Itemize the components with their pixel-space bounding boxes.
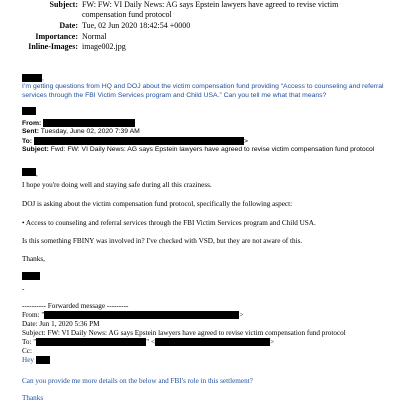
subject-value-line2: compensation fund protocol: [82, 10, 172, 19]
importance-label: Importance:: [35, 32, 78, 41]
importance-value: Normal: [82, 32, 107, 41]
fwd1-subject-row: [22, 146, 374, 154]
fwd1-sent-value: Tuesday, June 02, 2020 7:39 AM: [40, 128, 140, 135]
fwd1-subject-label: Subject:: [22, 146, 49, 153]
forwarded-subject: Subject: FW: VI Daily News: AG says Epstein lawyers have agreed to revise victim compensation fund protocol: [22, 329, 346, 337]
forwarded-thanks: Thanks: [22, 394, 44, 402]
fwd1-to-label: To:: [22, 137, 33, 145]
redaction: [43, 119, 135, 127]
top-greeting: ,: [22, 74, 44, 83]
forwarded-date: Date: Jun 1, 2020 5:36 PM: [22, 320, 100, 328]
forwarded-question: Can you provide me more details on the below and FBI's role in this settlement?: [22, 377, 253, 385]
redaction: [155, 338, 270, 346]
inline-images-label: Inline-Images:: [28, 42, 78, 51]
redaction: [36, 338, 146, 346]
forwarded-hey-row: Hey: [22, 356, 50, 365]
date-value: Tue, 02 Jun 2020 18:42:54 +0000: [82, 21, 191, 30]
body-greeting: ,: [22, 163, 38, 181]
body-paragraph-3: Is this something FBINY was involved in? I've checked with VSD, but they are not aware of this.: [22, 237, 303, 245]
fwd1-sent-label: Sent:: [22, 128, 39, 135]
forwarded-separator: ---------- Forwarded message ---------: [22, 302, 129, 310]
forwarded-from-row: From: " >: [22, 311, 244, 319]
subject-value: FW: FW: VI Daily News: AG says Epstein lawyers have agreed to revise victim: [82, 0, 339, 9]
fwd1-sent-row: [22, 128, 140, 136]
redaction: [34, 137, 244, 145]
fwd1-from-row: [22, 119, 135, 128]
inline-images-value: image002.jpg: [82, 42, 126, 51]
redaction: [36, 356, 50, 364]
forwarded-to-row: To: " " < >: [22, 338, 275, 346]
body-paragraph-1: I hope you're doing well and staying safe during all this craziness.: [22, 181, 212, 189]
subject-label: Subject:: [49, 0, 78, 9]
redaction: [44, 311, 239, 319]
forwarded-cc: Cc:: [22, 347, 32, 355]
body-dash: -: [22, 285, 25, 293]
fwd1-subject-value: Fwd: FW: VI Daily News: AG says Epstein lawyers have agreed to revise victim compensation fund protocol: [50, 146, 375, 153]
top-body-line2: services through the FBI Victim Services program and Child USA.” Can you tell me what that means?: [22, 92, 327, 99]
top-body-line1: I’m getting questions from HQ and DOJ about the victim compensation fund providing “Access to counseling and referral: [22, 83, 384, 90]
date-label: Date:: [59, 21, 78, 30]
body-bullet: • Access to counseling and referral services through the FBI Victim Services program and Child USA.: [22, 219, 316, 227]
fwd1-to-row: To: >: [22, 137, 248, 145]
fwd1-from-label: From:: [22, 119, 42, 127]
body-paragraph-2: DOJ is asking about the victim compensation fund protocol, specifically the following aspect:: [22, 200, 293, 208]
body-thanks: Thanks,: [22, 255, 45, 263]
body-signature-redaction: [22, 267, 40, 285]
top-signature-redaction: [22, 102, 36, 120]
redaction: [22, 74, 42, 82]
